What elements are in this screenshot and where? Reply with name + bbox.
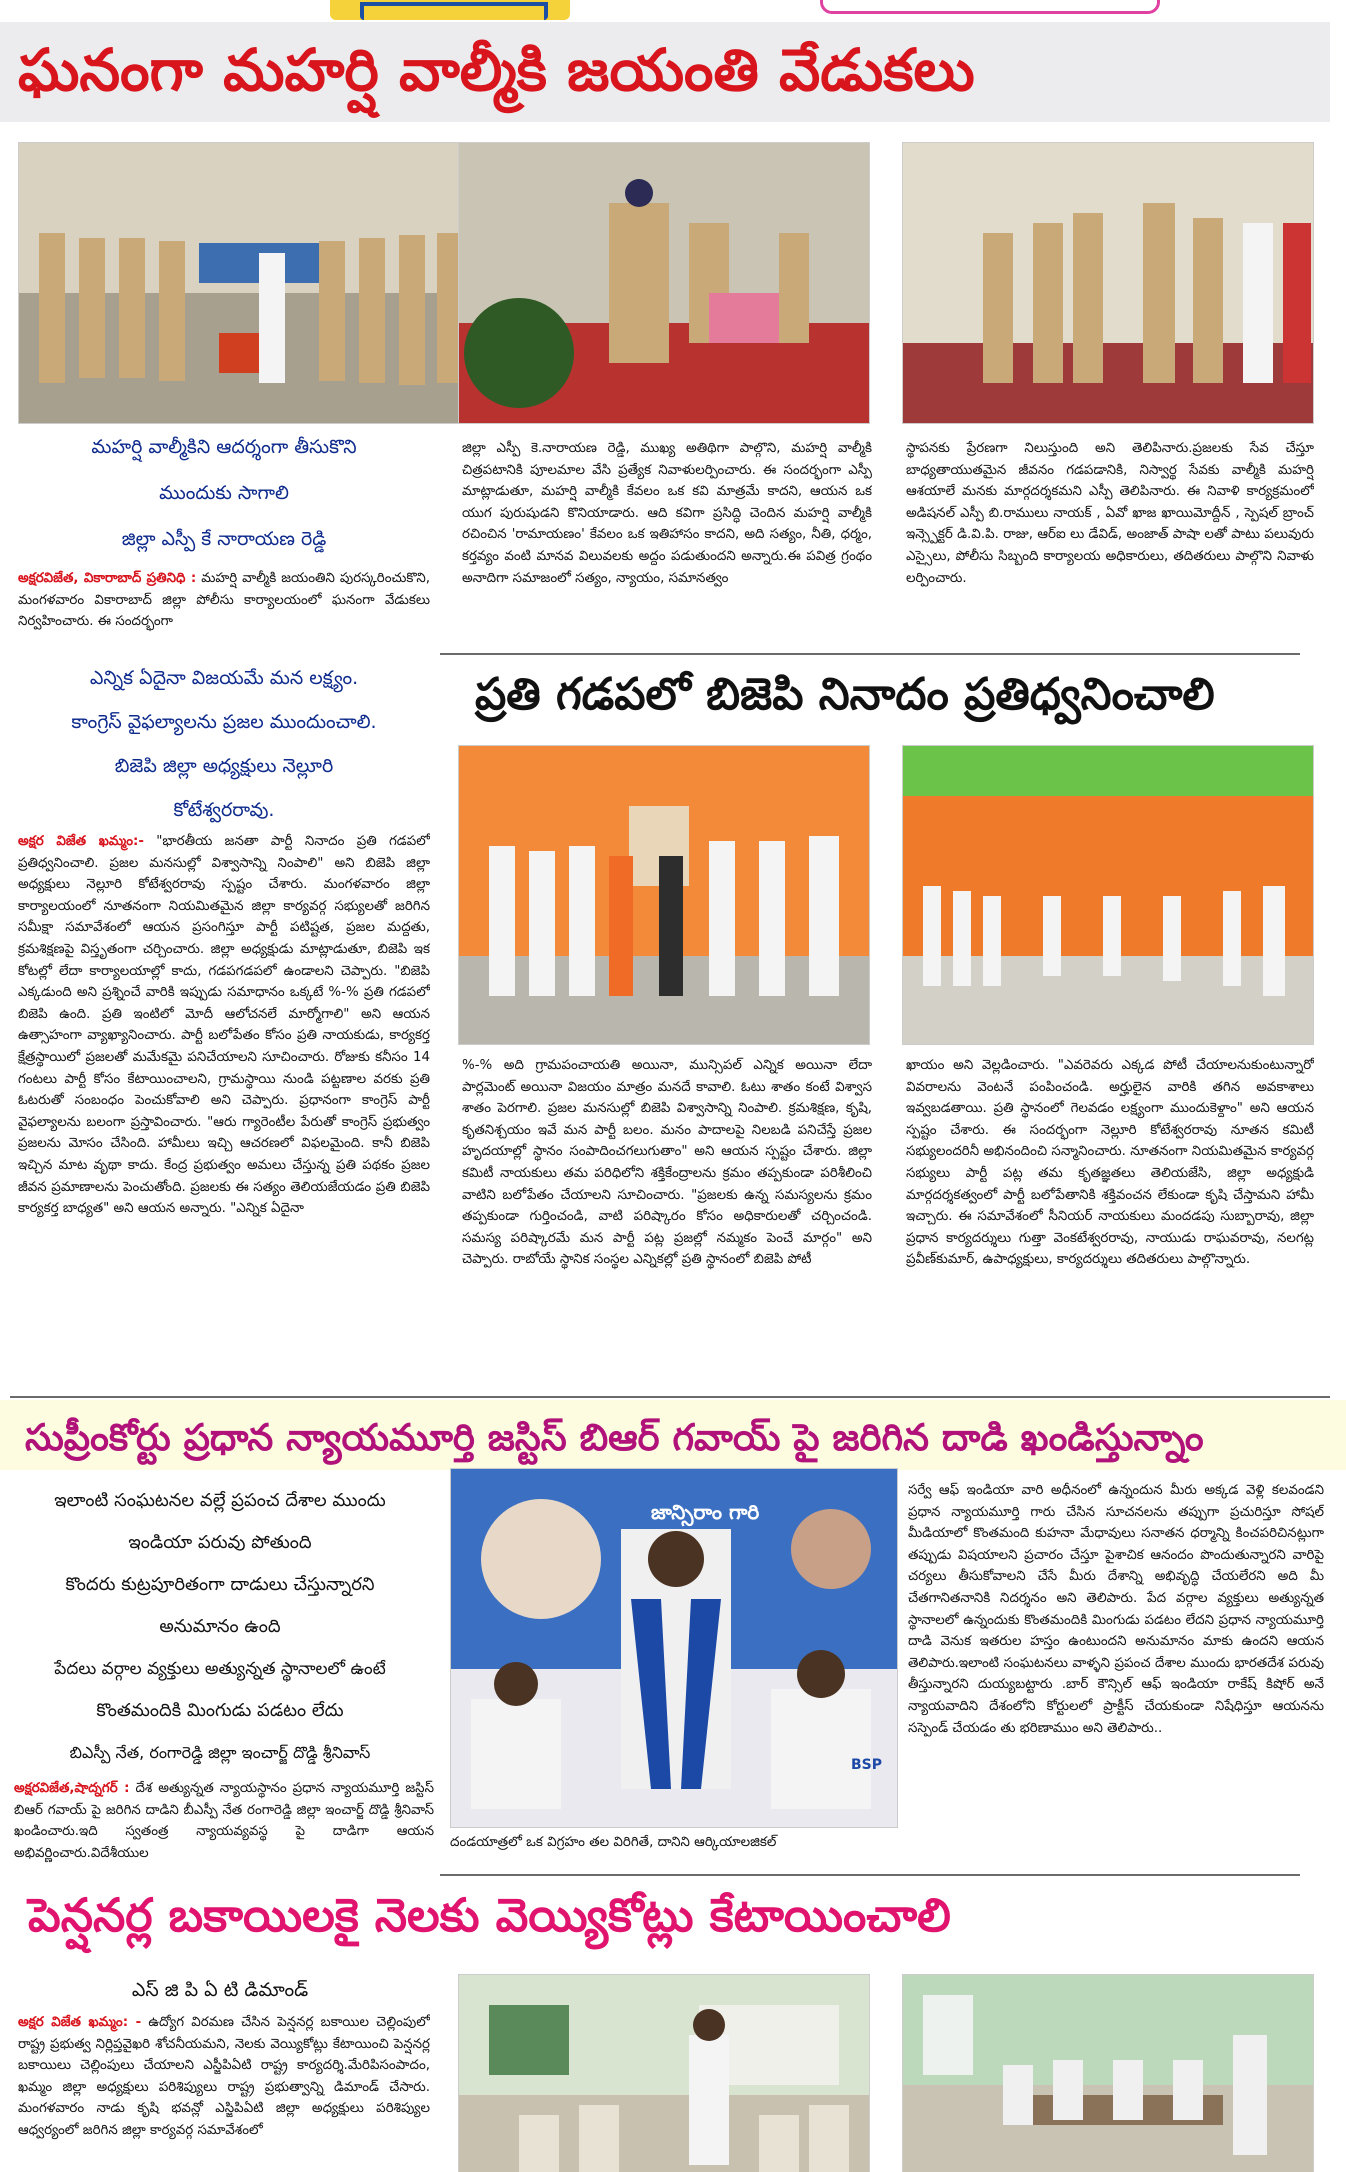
masthead-banner <box>820 0 1160 14</box>
newspaper-logo <box>330 0 570 20</box>
article2-col3: ఖాయం అని వెల్లడించారు. "ఎవరెవరు ఎక్కడ పోటీ చేయాలనుకుంటున్నారో వివరాలను వెంటనే పంపించండి. అర్హులైన వారికి తగిన అవకాశాలు ఇవ్వబడతాయి. ప్రతి స్థానంలో గెలవడం లక్ష్యంగా ముందుకెళ్దాం" అని ఆయన స్పష్టం చేశారు. ఈ సందర్భంగా నెల్లూరి కోటేశ్వరరావు నూతన కమిటీ సభ్యులందరినీ అభినందించి సన్మానించారు. నూతనంగా నియమితమైన కార్యవర్గ సభ్యులు పార్టీ పట్ల తమ కృతజ్ఞతలు తెలియజేసి, జిల్లా అధ్యక్షుడి మార్గదర్శకత్వంలో పార్టీ బలోపేతానికి శక్తివంచన లేకుండా కృషి చేస్తామని హామీ ఇచ్చారు. ఈ సమావేశంలో సీనియర్ నాయకులు మందడపు సుబ్బారావు, జిల్లా ప్రధాన కార్యదర్శులు గుత్తా వెంకటేశ్వరరావు, నాయుడు రాఘవరావు, నలగట్ల ప్రవీణ్‌కుమార్, ఉపాధ్యక్షులు, కార్యదర్శులు తదితరులు పాల్గొన్నారు. <box>906 1058 1314 1268</box>
article3-col1 <box>14 1778 434 1868</box>
article3-col2: దండయాత్రలో ఒక విగ్రహం తల విరిగితే, దానిని ఆర్కియాలజికల్ <box>450 1835 777 1850</box>
subdeck-line-3: కొందరు కుట్రపూరితంగా దాడులు చేస్తున్నారని <box>65 1574 375 1595</box>
section-divider-2 <box>10 1396 1330 1398</box>
bsp-text: BSP <box>851 1757 883 1773</box>
article1-col1 <box>18 568 430 640</box>
subdeck-line-1: ఇలాంటి సంఘటనల వల్లే ప్రపంచ దేశాల ముందు <box>54 1490 386 1511</box>
subdeck-line-4: అనుమానం ఉంది <box>159 1616 281 1637</box>
photo-police-group-art <box>19 143 470 424</box>
subdeck-line-4: కోటేశ్వరరావు. <box>173 799 275 821</box>
article2-col1-text: "భారతీయ జనతా పార్టీ నినాదం ప్రతి గడపలో ప్రతిధ్వనించాలి. ప్రజల మనసుల్లో విశ్వాసాన్ని నింపాలి" అని బిజెపి జిల్లా అధ్యక్షులు నెల్లూరి కోటేశ్వరరావు స్పష్టం చేశారు. మంగళవారం జిల్లా కార్యాలయంలో నూతనంగా నియమితమైన జిల్లా కార్యవర్గ సభ్యులతో జరిగిన సమీక్షా సమావేశంలో ఆయన ప్రసంగిస్తూ పార్టీ పటిష్టత, ప్రజల మద్దతు, క్రమశిక్షణపై విస్తృతంగా చర్చించారు. జిల్లా అధ్యక్షుడు మాట్లాడుతూ, బిజెపి ఇక కోటల్లో లేదా కార్యాలయాల్లో కాదు, గడపగడపలో ఉండాలని చెప్పారు. "బిజెపి ఎక్కడుంది అని ప్రశ్నించే వారికి ఇప్పుడు సమాధానం ఒక్కటే %-% ప్రతి గడపలో బిజెపి ఉంది. ప్రతి ఇంటిలో మోదీ ఆలోచనలే మార్మోగాలి" అని ఆయన ఉత్సాహంగా వ్యాఖ్యానించారు. పార్టీ బలోపేతం కోసం ప్రతి నాయకుడు, కార్యకర్త క్షేత్రస్థాయిలో ప్రజలతో మమేకమై పనిచేయాలని సూచించారు. రోజుకు కనీసం 14 గంటలు పార్టీ కోసం కేటాయించాలని, గ్రామస్థాయి నుండి పట్టణాల వరకు ప్రతి ఓటరుతో సంబంధం పెంచుకోవాలి అని చెప్పారు. ప్రధానంగా కాంగ్రెస్ పార్టీ వైఫల్యాలను బలంగా ప్రస్తావించారు. "ఆరు గ్యారెంటీల పేరుతో కాంగ్రెస్ ప్రభుత్వం ప్రజలను మోసం చేసింది. హామీలు ఇచ్చి ఆచరణలో విఫలమైంది. కానీ బిజెపి ఇచ్చిన మాట వృథా కాదు. కేంద్ర ప్రభుత్వం అమలు చేస్తున్న ప్రతి పథకం ప్రజల జీవన ప్రమాణాలను పెంచుతోంది. ప్రజలకు ఈ సత్యం తెలియజేయడం ప్రతి బిజెపి కార్యకర్త బాధ్యత" అని ఆయన అన్నారు. "ఎన్నిక ఏదైనా <box>18 834 430 1217</box>
article3-dateline: అక్షరవిజేత,షాద్నగర్ : <box>14 1781 130 1796</box>
photo-bjp-group-front <box>458 745 870 1045</box>
photo-bjp-group-hall-art <box>903 746 1314 1045</box>
article1-col2: జిల్లా ఎస్పీ కె.నారాయణ రెడ్డి, ముఖ్య అతిథిగా పాల్గొని, మహర్షి వాల్మీకి చిత్రపటానికి పూలమాల వేసి ప్రత్యేక నివాళులర్పించారు. ఈ సందర్భంగా ఎస్పీ మాట్లాడుతూ, మహర్షి వాల్మీకి కేవలం ఒక కవి మాత్రమే కాదని, ఆయన ఒక యుగ పురుషుడని కొనియాడారు. ఆది కవిగా ప్రసిద్ధి చెందిన మహర్షి వాల్మీకి రచించిన 'రామాయణం' కేవలం ఒక ఇతిహాసం కాదని, అది సత్యం, నీతి, ధర్మం, కర్తవ్యం వంటి మానవ విలువలకు అద్దం పడుతుందని అన్నారు.ఈ పవిత్ర గ్రంథం అనాదిగా సమాజంలో సత్యం, న్యాయం, సమానత్వం <box>462 441 872 586</box>
article1-col1-text: మహర్షి వాల్మీకి జయంతిని పురస్కరించుకొని, మంగళవారం వికారాబాద్ జిల్లా పోలీసు కార్యాలయంలో ఘనంగా వేడుకలు నిర్వహించారు. ఈ సందర్భంగా <box>18 571 430 630</box>
article-cji-attack <box>0 1400 1346 1870</box>
photo-pensioners-meeting-2-art <box>903 1975 1314 2172</box>
subdeck-line-3: జిల్లా ఎస్పీ కే నారాయణ రెడ్డి <box>121 528 327 550</box>
photo-sp-garlanding <box>458 142 870 424</box>
article-bjp-meeting <box>0 655 1346 1395</box>
subdeck-line-2: ముందుకు సాగాలి <box>159 482 289 504</box>
photo-bjp-group-front-art <box>459 746 870 1045</box>
headline: పెన్షనర్ల బకాయిలకై నెలకు వెయ్యికోట్లు కేటాయించాలి <box>28 1888 951 1942</box>
section-divider-3 <box>440 1874 1300 1876</box>
subdeck-line-2: ఇండియా పరువు పోతుంది <box>128 1532 312 1553</box>
photo-bsp-press-meet <box>450 1468 898 1828</box>
photo-bjp-group-hall <box>902 745 1314 1045</box>
subdeck-line-5: పేదలు వర్గాల వ్యక్తులు అత్యున్నత స్థానాలలో ఉంటే <box>54 1659 386 1679</box>
photo-pensioners-meeting-1-art <box>459 1975 870 2172</box>
subdeck-line-1: ఎన్నిక ఏదైనా విజయమే మన లక్ష్యం. <box>89 667 359 689</box>
photo-pensioners-meeting-1 <box>458 1974 870 2172</box>
subdeck-line-1: ఎస్ జి పి ఏ టి డిమాండ్ <box>131 1979 309 2001</box>
photo-bsp-press-meet-art <box>451 1469 898 1828</box>
article4-col1 <box>18 2012 430 2172</box>
article2-dateline: అక్షర విజేత ఖమ్మం:- <box>18 834 144 849</box>
subdeck-line-1: మహర్షి వాల్మీకిని ఆదర్శంగా తీసుకొని <box>91 436 357 458</box>
photo-sp-speaking-art <box>903 143 1314 424</box>
banner-text: జాన్సిరాం గారి <box>651 1500 760 1524</box>
subdeck-line-3: బిజెపి జిల్లా అధ్యక్షులు నెల్లూరి <box>114 755 334 777</box>
subdeck-line-7: బిఎస్పీ నేత, రంగారెడ్డి జిల్లా ఇంచార్జ్ దొడ్డి శ్రీనివాస్ <box>69 1743 371 1762</box>
photo-police-group <box>18 142 470 424</box>
photo-pensioners-meeting-2 <box>902 1974 1314 2172</box>
subdeck-line-2: కాంగ్రెస్ వైఫల్యాలను ప్రజల ముందుంచాలి. <box>71 711 377 733</box>
article1-dateline: అక్షరవిజేత, వికారాబాద్ ప్రతినిధి : <box>18 571 197 586</box>
headline: ప్రతి గడపలో బిజెపి నినాదం ప్రతిధ్వనించాలి <box>475 669 1215 720</box>
subdeck-line-6: కొంతమందికి మింగుడు పడటం లేదు <box>96 1700 344 1721</box>
article1-col3: స్థాపనకు ప్రేరణగా నిలుస్తుంది అని తెలిపినారు.ప్రజలకు సేవ చేస్తూ బాధ్యతాయుతమైన జీవనం గడపడానికి, నిస్వార్థ సేవకు వాల్మీకి మహర్షి ఆశయాలే మనకు మార్గదర్శకమని ఎస్పీ తెలిపినారు. ఈ నివాళి కార్యక్రమంలో అడిషనల్ ఎస్పీ బి.రాములు నాయక్ , ఏవో ఖాజ ఖాయిమోద్దీన్ , స్పెషల్ బ్రాంచ్ ఇన్స్పెక్టర్ డి.వి.పి. రాజు, ఆర్ఐ లు డేవిడ్, అంజాత్ పాషా లతో పాటు పలువురు ఎస్సైలు, పోలీసు సిబ్బంది కార్యాలయ అధికారులు, తదితరులు పాల్గొని నివాళు లర్పించారు. <box>906 441 1314 586</box>
article4-col1-text: ఉద్యోగ విరమణ చేసిన పెన్షనర్ల బకాయిల చెల్లింపులో రాష్ట్ర ప్రభుత్వ నిర్లిప్తవైఖరి శోచనీయమని, నెలకు వెయ్యికోట్లు కేటాయించి పెన్షనర్ల బకాయిలు చెల్లింపులు చేయాలని ఎస్జీపిఏటి రాష్ట్ర కార్యదర్శి.మేరిపిసంపాదం, ఖమ్మం జిల్లా అధ్యక్షులు పరిశిప్యులు రాష్ట్ర ప్రభుత్వాన్ని డిమాండ్ చేసారు. మంగళవారం నాడు కృషి భవన్లో ఎస్జిపిఏటి జిల్లా అధ్యక్షులు పరిశిప్యుల ఆధ్వర్యంలో జరిగిన జిల్లా కార్యవర్గ సమావేశంలో <box>18 2015 430 2138</box>
article2-col1 <box>18 831 430 1393</box>
masthead-strip <box>0 0 1346 22</box>
article3-col3: సర్వే ఆఫ్ ఇండియా వారి అధీనంలో ఉన్నందున మీరు అక్కడ వెళ్లి కలవండని ప్రధాన న్యాయమూర్తి గారు చేసిన సూచనలను తప్పుగా ప్రచురిస్తూ సోషల్ మీడియాలో కొంతమంది కుహనా మేధావులు సనాతన ధర్మాన్ని కించపరిచినట్లుగా తప్పుడు విషయాలని ప్రచారం చేస్తూ పైశాచిక ఆనందం పొందుతున్నారని వారిపై చర్యలు తీసుకోవాలని చేసే మీరు దేశాన్ని అభివృద్ధి చేయలేరని అది మీ చేతగానితనానికి నిదర్శనం అని తెలిపారు. పేద వర్గాల వ్యక్తులు అత్యున్నత స్థానాలలో ఉన్నందుకు కొంతమందికి మింగుడు పడటం లేదని ప్రధాన న్యాయమూర్తి దాడి వెనుక ఇతరుల హస్తం ఉంటుందని అనుమానం మాకు ఉందని ఆయన తెలిపారు.ఇలాంటి సంఘటనలు వాళ్ళని ప్రపంచ దేశాల ముందు భారతదేశ పరువు తీస్తున్నారని దుయ్యబట్టారు .బార్ కౌన్సిల్ ఆఫ్ ఇండియా రాకేష్ కిషోర్ అనే న్యాయవాదిని దేశంలోని కోర్టులలో ప్రాక్టీస్ చేయకుండా నిషేధిస్తూ ఆయనను సస్పెండ్ చేయడం తు భరిణాముం అని తెలిపారు.. <box>908 1483 1324 1736</box>
article3-col1-text: దేశ అత్యున్నత న్యాయస్థానం ప్రధాన న్యాయమూర్తి జస్టిస్ బిఆర్ గవాయ్ పై జరిగిన దాడిని బీఎస్పీ నేత రంగారెడ్డి జిల్లా ఇంచార్జ్ దొడ్డి శ్రీనివాస్ ఖండించారు.ఇది స్వతంత్ర న్యాయవ్యవస్థ పై దాడిగా ఆయన అభివర్ణించారు.విదేశీయుల <box>14 1781 434 1861</box>
article4-dateline: అక్షర విజేత ఖమ్మం: - <box>18 2015 142 2030</box>
article-valmiki-jayanti <box>0 22 1346 642</box>
photo-sp-garlanding-art <box>459 143 870 424</box>
photo-sp-speaking <box>902 142 1314 424</box>
article-pensioners <box>0 1880 1346 2172</box>
article2-col2: %-% అది గ్రామపంచాయతి అయినా, మున్సిపల్ ఎన్నిక అయినా లేదా పార్లమెంట్ అయినా విజయం మాత్రం మనదే కావాలి. ఓటు శాతం కంటే విశ్వాస శాతం పెరగాలి. ప్రజల మనసుల్లో బిజెపి విశ్వాసాన్ని నింపాలి. క్రమశిక్షణ, కృషి, కృతనిశ్చయం ఇవే మన పార్టీ బలం. మనం పాదాలపై నిలబడి పనిచేస్తే ప్రజల హృదయాల్లో స్థానం సంపాదించగలుగుతాం" అని ఆయన స్పష్టం చేశారు. జిల్లా కమిటీ నాయకులు తమ పరిధిలోని శక్తికేంద్రాలను క్రమం తప్పకుండా పరిశీలించి వాటిని బలోపేతం చేయాలని సూచించారు. "ప్రజలకు ఉన్న సమస్యలను క్రమం తప్పకుండా గుర్తించండి, వాటి పరిష్కారం కోసం అధికారులతో చర్చించండి. సమస్య పరిష్కారమే మన పార్టీ పట్ల ప్రజల్లో నమ్మకం పెంచే మార్గం" అని చెప్పారు. రాబోయే స్థానిక సంస్థల ఎన్నికల్లో ప్రతి స్థానంలో బిజెపి పోటీ <box>462 1058 872 1268</box>
headline: సుప్రీంకోర్టు ప్రధాన న్యాయమూర్తి జస్టిస్ బిఆర్ గవాయ్ పై జరిగిన దాడి ఖండిస్తున్నాం <box>25 1416 1204 1459</box>
headline: ఘనంగా మహర్షి వాల్మీకి జయంతి వేడుకలు <box>18 36 975 104</box>
